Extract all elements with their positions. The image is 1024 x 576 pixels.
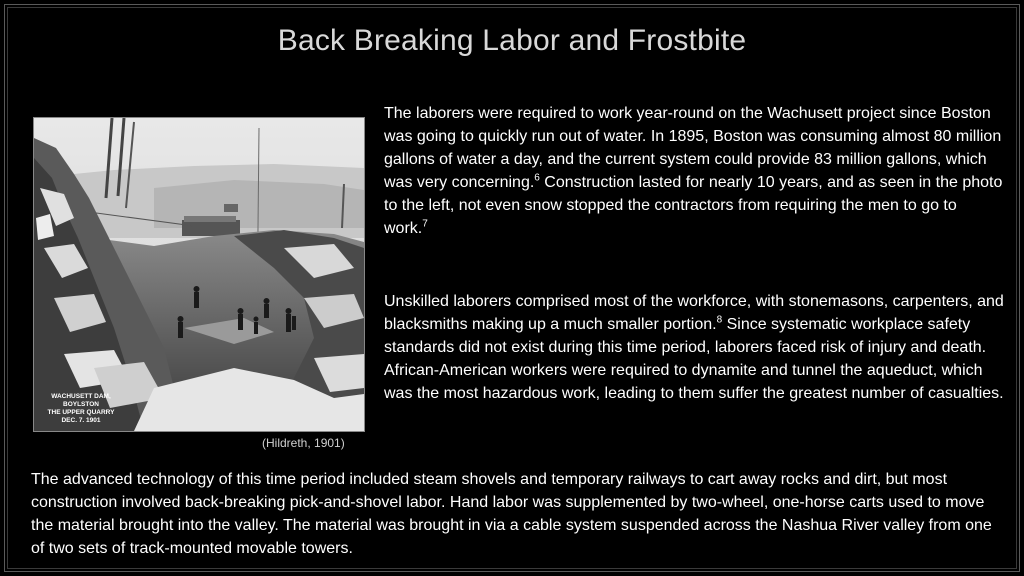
quarry-photo [33,117,365,432]
photo-credit: (Hildreth, 1901) [262,436,345,450]
paragraph-1-text-a: The laborers were required to work year-round on the Wachusett project since Boston was going to quickly run out of water. In 1895, Boston was consuming almost 80 million gallons of water a day, and the current system could provide 83 million gallons, which was very concerning. [384,105,1002,191]
slide-title: Back Breaking Labor and Frostbite [277,24,747,57]
photo-stamp-line1: WACHUSETT DAM, BOYLSTON [51,393,111,408]
photo-stamp [40,393,122,425]
paragraph-2 [384,290,1004,405]
quarry-photo-illustration [34,118,364,431]
photo-stamp-line2: THE UPPER QUARRY [47,409,115,416]
footnote-ref-6: 6 [534,172,540,184]
paragraph-2-text-a: Unskilled laborers comprised most of the workforce, with stonemasons, carpenters, and blacksmiths making up a much smaller portion. [384,293,1004,333]
paragraph-1 [384,102,1004,240]
paragraph-2-text-b: Since systematic workplace safety standards did not exist during this time period, laborers faced risk of injury and death. African-American workers were required to dynamite and tunnel the aqueduct, which was the most hazardous work, leading to them suffer the greatest number of casualties. [384,316,1004,402]
paragraph-1-text-b: Construction lasted for nearly 10 years, and as seen in the photo to the left, not even snow stopped the contractors from requiring the men to go to work. [384,174,1003,237]
photo-stamp-line3: DEC. 7. 1901 [61,417,101,424]
bottom-paragraph: The advanced technology of this time period included steam shovels and temporary railways to cart away rocks and dirt, but most construction involved back-breaking pick-and-shovel labor. Hand labor was supplemented by two-wheel, one-horse carts used to move the material brought into the valley. The material was brought in via a cable system suspended across the Nashua River valley from one of two sets of track-mounted movable towers. [31,471,992,557]
footnote-ref-8: 8 [716,314,723,326]
footnote-ref-7: 7 [422,218,428,230]
